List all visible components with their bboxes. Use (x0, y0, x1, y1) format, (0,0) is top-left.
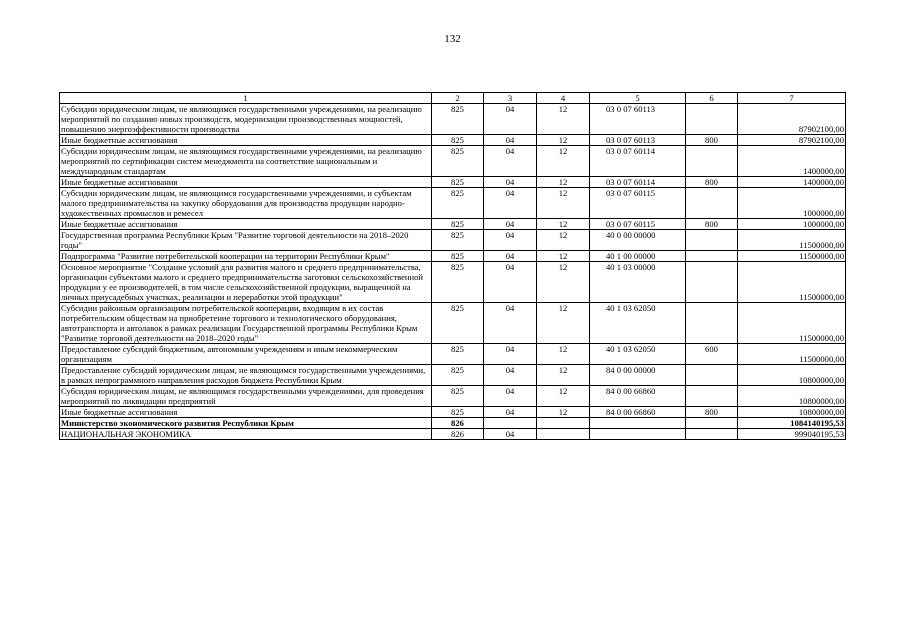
row-target-article: 40 1 03 00000 (590, 262, 686, 303)
row-subsection: 12 (537, 177, 590, 188)
row-ministry-code: 825 (432, 104, 484, 135)
header-row (60, 93, 846, 104)
table-row (60, 135, 846, 146)
row-section: 04 (484, 230, 537, 251)
row-expense-type: 800 (686, 177, 738, 188)
row-amount: 11500000,00 (738, 303, 846, 344)
row-section: 04 (484, 104, 537, 135)
row-ministry-code: 825 (432, 177, 484, 188)
row-target-article (590, 429, 686, 440)
row-subsection: 12 (537, 251, 590, 262)
row-amount: 999040195,53 (738, 429, 846, 440)
row-expense-type (686, 104, 738, 135)
row-ministry-code: 825 (432, 407, 484, 418)
row-subsection: 12 (537, 104, 590, 135)
row-target-article: 03 0 07 60113 (590, 135, 686, 146)
row-expense-type (686, 188, 738, 219)
row-subsection: 12 (537, 188, 590, 219)
row-ministry-code: 825 (432, 135, 484, 146)
row-expense-type: 800 (686, 135, 738, 146)
table-row (60, 386, 846, 407)
row-target-article: 40 1 03 62050 (590, 344, 686, 365)
row-amount: 10800000,00 (738, 365, 846, 386)
row-ministry-code: 825 (432, 146, 484, 177)
row-section (484, 418, 537, 429)
row-target-article: 03 0 07 60114 (590, 177, 686, 188)
row-description: Субсидии юридическим лицам, не являющимся государственными учреждениями, на реализацию мероприятий по созданию новых производств, модернизации производственных мощностей, повышению энергоэффективности производства (60, 104, 432, 135)
table-row (60, 230, 846, 251)
row-description: Государственная программа Республики Крым "Развитие торговой деятельности на 2018–2020 годы" (60, 230, 432, 251)
row-ministry-code: 825 (432, 251, 484, 262)
row-expense-type (686, 386, 738, 407)
row-expense-type (686, 429, 738, 440)
table-row (60, 177, 846, 188)
table-row (60, 262, 846, 303)
row-expense-type (686, 262, 738, 303)
budget-table (59, 92, 846, 440)
table-row (60, 365, 846, 386)
row-ministry-code: 825 (432, 365, 484, 386)
row-ministry-code: 826 (432, 418, 484, 429)
row-section: 04 (484, 146, 537, 177)
header-cell: 2 (432, 93, 484, 104)
row-ministry-code: 825 (432, 262, 484, 303)
row-target-article: 03 0 07 60115 (590, 219, 686, 230)
row-expense-type (686, 251, 738, 262)
row-section: 04 (484, 219, 537, 230)
row-expense-type (686, 418, 738, 429)
row-target-article: 03 0 07 60113 (590, 104, 686, 135)
row-section: 04 (484, 303, 537, 344)
row-ministry-code: 825 (432, 219, 484, 230)
row-description: Субсидии юридическим лицам, не являющимся государственными учреждениями, и субъектам малого предпринимательства на закупку оборудования для производства продукции народно-художественных промыслов и ремесел (60, 188, 432, 219)
row-expense-type (686, 230, 738, 251)
row-subsection: 12 (537, 407, 590, 418)
row-subsection: 12 (537, 344, 590, 365)
row-section: 04 (484, 429, 537, 440)
row-target-article: 40 1 00 00000 (590, 251, 686, 262)
table-row (60, 344, 846, 365)
row-expense-type: 800 (686, 407, 738, 418)
row-section: 04 (484, 344, 537, 365)
row-target-article: 03 0 07 60115 (590, 188, 686, 219)
header-cell: 5 (590, 93, 686, 104)
row-subsection (537, 418, 590, 429)
table-row (60, 251, 846, 262)
row-subsection: 12 (537, 262, 590, 303)
table-row (60, 418, 846, 429)
row-description: Субсидии районным организациям потребительской кооперации, входящим в их состав потребительским обществам на приобретение торгового и технологического оборудования, автотранспорта и автолавок в рамках реализации Государственной программы Республики Крым "Развитие торговой деятельности на 2018–2020 годы" (60, 303, 432, 344)
row-description: Субсидия юридическим лицам, не являющимся государственными учреждениями, для проведения мероприятий по ликвидации предприятий (60, 386, 432, 407)
row-section: 04 (484, 365, 537, 386)
row-amount: 11500000,00 (738, 262, 846, 303)
row-ministry-code: 825 (432, 344, 484, 365)
header-cell: 7 (738, 93, 846, 104)
row-expense-type: 800 (686, 219, 738, 230)
row-description: Субсидии юридическим лицам, не являющимся государственными учреждениями, на реализацию мероприятий по сертификации систем менеджмента на соответствие национальным и международным стандартам (60, 146, 432, 177)
table-row (60, 146, 846, 177)
row-expense-type (686, 303, 738, 344)
row-description: Основное мероприятие "Создание условий для развития малого и среднего предпринимательства, организации субъектами малого и среднего предпринимательства заготовки сельскохозяйственной продукции у ее производителей, в том числе сельскохозяйственной продукции, выращенной на личных приусадебных участках, реализации и переработки этой продукции" (60, 262, 432, 303)
row-amount: 1000000,00 (738, 188, 846, 219)
row-subsection: 12 (537, 365, 590, 386)
row-target-article: 40 0 00 00000 (590, 230, 686, 251)
row-section: 04 (484, 262, 537, 303)
row-subsection: 12 (537, 386, 590, 407)
row-ministry-code: 825 (432, 188, 484, 219)
row-section: 04 (484, 135, 537, 146)
row-ministry-code: 825 (432, 230, 484, 251)
row-target-article: 84 0 00 66860 (590, 386, 686, 407)
row-section: 04 (484, 386, 537, 407)
row-expense-type: 600 (686, 344, 738, 365)
row-amount: 11500000,00 (738, 230, 846, 251)
row-amount: 87902100,00 (738, 135, 846, 146)
row-amount: 1400000,00 (738, 146, 846, 177)
header-cell: 1 (60, 93, 432, 104)
row-amount: 1000000,00 (738, 219, 846, 230)
table-row (60, 407, 846, 418)
table-row (60, 104, 846, 135)
table-row (60, 303, 846, 344)
row-description: Подпрограмма "Развитие потребительской кооперации на территории Республики Крым" (60, 251, 432, 262)
row-subsection: 12 (537, 146, 590, 177)
row-amount: 11500000,00 (738, 251, 846, 262)
row-section: 04 (484, 188, 537, 219)
row-description: Иные бюджетные ассигнования (60, 219, 432, 230)
header-cell: 3 (484, 93, 537, 104)
row-description: Предоставление субсидий юридическим лицам, не являющимся государственными учреждениями, в рамках непрограммного направления расходов бюджета Республики Крым (60, 365, 432, 386)
row-expense-type (686, 146, 738, 177)
table-row (60, 429, 846, 440)
row-ministry-code: 825 (432, 386, 484, 407)
table-row (60, 219, 846, 230)
row-target-article: 40 1 03 62050 (590, 303, 686, 344)
row-section: 04 (484, 407, 537, 418)
row-ministry-code: 825 (432, 303, 484, 344)
row-subsection: 12 (537, 219, 590, 230)
row-amount: 87902100,00 (738, 104, 846, 135)
table-row (60, 188, 846, 219)
row-target-article (590, 418, 686, 429)
row-section: 04 (484, 177, 537, 188)
row-section: 04 (484, 251, 537, 262)
row-description: Иные бюджетные ассигнования (60, 407, 432, 418)
row-description: Иные бюджетные ассигнования (60, 135, 432, 146)
row-description: Министерство экономического развития Республики Крым (60, 418, 432, 429)
page-number: 132 (444, 33, 461, 45)
row-subsection: 12 (537, 135, 590, 146)
row-subsection: 12 (537, 230, 590, 251)
row-amount: 10800000,00 (738, 407, 846, 418)
row-ministry-code: 826 (432, 429, 484, 440)
row-description: Предоставление субсидий бюджетным, автономным учреждениям и иным некоммерческим организациям (60, 344, 432, 365)
row-target-article: 84 0 00 66860 (590, 407, 686, 418)
row-subsection: 12 (537, 303, 590, 344)
header-cell: 6 (686, 93, 738, 104)
row-description: Иные бюджетные ассигнования (60, 177, 432, 188)
row-amount: 1400000,00 (738, 177, 846, 188)
row-amount: 11500000,00 (738, 344, 846, 365)
row-target-article: 84 0 00 00000 (590, 365, 686, 386)
row-amount: 1084140195,53 (738, 418, 846, 429)
row-expense-type (686, 365, 738, 386)
row-target-article: 03 0 07 60114 (590, 146, 686, 177)
row-description: НАЦИОНАЛЬНАЯ ЭКОНОМИКА (60, 429, 432, 440)
row-subsection (537, 429, 590, 440)
header-cell: 4 (537, 93, 590, 104)
row-amount: 10800000,00 (738, 386, 846, 407)
